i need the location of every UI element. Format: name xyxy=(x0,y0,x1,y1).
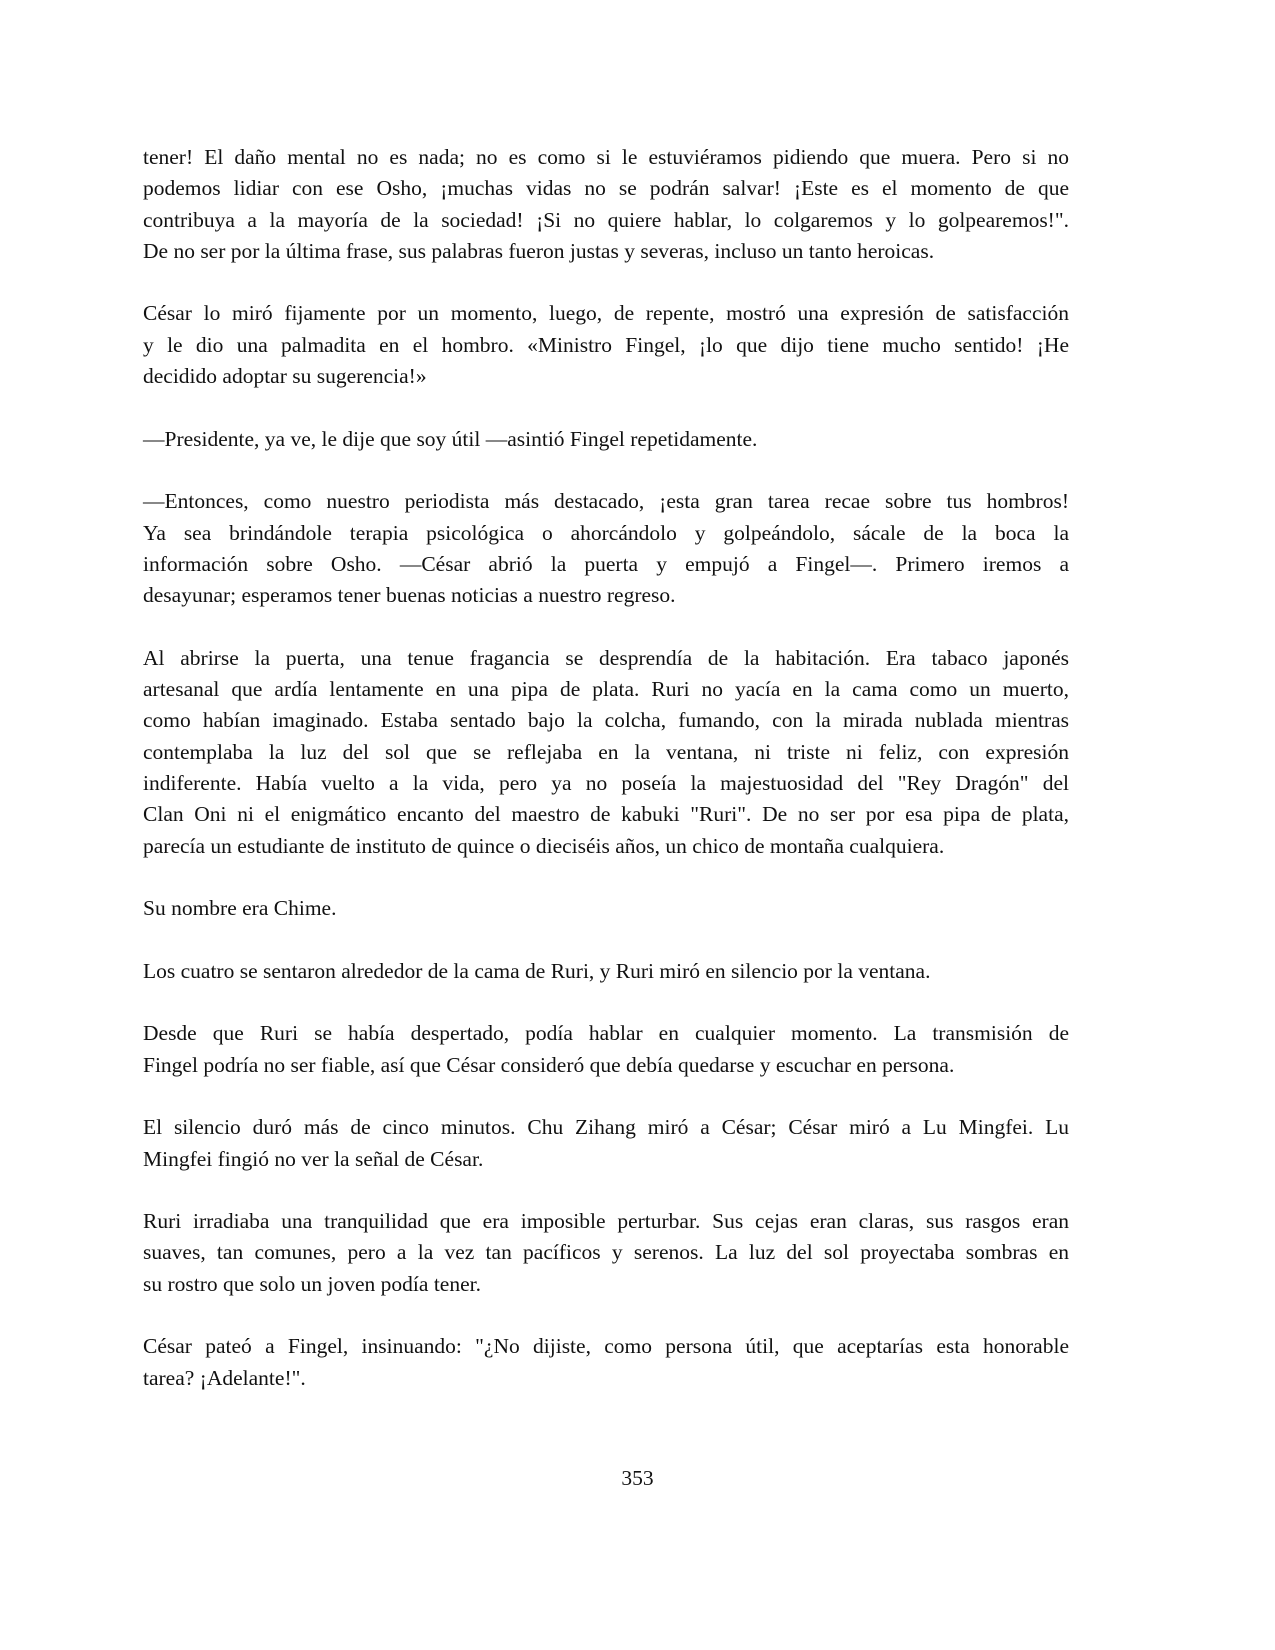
paragraph xyxy=(143,643,1069,862)
paragraph xyxy=(143,142,1069,267)
paragraph xyxy=(143,893,1069,924)
text-line: desayunar; esperamos tener buenas noticias a nuestro regreso. xyxy=(143,583,676,608)
text-line: Mingfei fingió no ver la señal de César. xyxy=(143,1146,484,1171)
text-line: —Entonces, como nuestro periodista más destacado, ¡esta gran tarea recae sobre tus hombros! xyxy=(143,489,1069,514)
paragraph xyxy=(143,1018,1069,1081)
paragraph xyxy=(143,486,1069,611)
text-line: contribuya a la mayoría de la sociedad! ¡Si no quiere hablar, lo colgaremos y lo golpearemos!". xyxy=(143,207,1069,232)
text-line: suaves, tan comunes, pero a la vez tan pacíficos y serenos. La luz del sol proyectaba sombras en xyxy=(143,1240,1069,1265)
paragraph xyxy=(143,424,1069,455)
text-line: Su nombre era Chime. xyxy=(143,896,337,921)
page-number: 353 xyxy=(621,1466,654,1490)
text-line: su rostro que solo un joven podía tener. xyxy=(143,1271,481,1296)
text-line: De no ser por la última frase, sus palabras fueron justas y severas, incluso un tanto heroicas. xyxy=(143,238,935,263)
text-line: artesanal que ardía lentamente en una pipa de plata. Ruri no yacía en la cama como un muerto, xyxy=(143,677,1069,702)
text-line: parecía un estudiante de instituto de quince o dieciséis años, un chico de montaña cualquiera. xyxy=(143,833,945,858)
text-line: Clan Oni ni el enigmático encanto del maestro de kabuki "Ruri". De no ser por esa pipa de plata, xyxy=(143,802,1069,827)
text-line: César lo miró fijamente por un momento, luego, de repente, mostró una expresión de satisfacción xyxy=(143,301,1069,326)
text-line: podemos lidiar con ese Osho, ¡muchas vidas no se podrán salvar! ¡Este es el momento de que xyxy=(143,176,1069,201)
text-line: decidido adoptar su sugerencia!» xyxy=(143,364,427,389)
text-line: tener! El daño mental no es nada; no es como si le estuviéramos pidiendo que muera. Pero si no xyxy=(143,145,1069,169)
paragraph xyxy=(143,1331,1069,1394)
text-line: Ruri irradiaba una tranquilidad que era imposible perturbar. Sus cejas eran claras, sus rasgos eran xyxy=(143,1209,1069,1234)
text-line: Al abrirse la puerta, una tenue fragancia se desprendía de la habitación. Era tabaco japonés xyxy=(143,645,1069,670)
paragraph xyxy=(143,1206,1069,1300)
paragraph xyxy=(143,298,1069,392)
paragraph xyxy=(143,1112,1069,1175)
text-line: —Presidente, ya ve, le dije que soy útil —asintió Fingel repetidamente. xyxy=(143,426,758,451)
text-line: y le dio una palmadita en el hombro. «Ministro Fingel, ¡lo que dijo tiene mucho sentido! ¡He xyxy=(143,332,1069,357)
text-line: indiferente. Había vuelto a la vida, pero ya no poseía la majestuosidad del "Rey Dragón" del xyxy=(143,770,1069,795)
document-body xyxy=(143,142,1069,1425)
text-line: Desde que Ruri se había despertado, podía hablar en cualquier momento. La transmisión de xyxy=(143,1021,1069,1046)
text-line: como habían imaginado. Estaba sentado bajo la colcha, fumando, con la mirada nublada mientras xyxy=(143,708,1069,733)
text-line: Fingel podría no ser fiable, así que César consideró que debía quedarse y escuchar en persona. xyxy=(143,1052,955,1077)
text-line: César pateó a Fingel, insinuando: "¿No dijiste, como persona útil, que aceptarías esta honorable xyxy=(143,1334,1069,1359)
text-line: Los cuatro se sentaron alrededor de la cama de Ruri, y Ruri miró en silencio por la ventana. xyxy=(143,958,931,983)
text-line: Ya sea brindándole terapia psicológica o ahorcándolo y golpeándolo, sácale de la boca la xyxy=(143,520,1069,545)
text-line: El silencio duró más de cinco minutos. Chu Zihang miró a César; César miró a Lu Mingfei. Lu xyxy=(143,1115,1069,1140)
paragraph xyxy=(143,956,1069,987)
text-line: tarea? ¡Adelante!". xyxy=(143,1365,306,1390)
text-line: contemplaba la luz del sol que se reflejaba en la ventana, ni triste ni feliz, con expresión xyxy=(143,739,1069,764)
text-line: información sobre Osho. —César abrió la puerta y empujó a Fingel—. Primero iremos a xyxy=(143,551,1069,576)
